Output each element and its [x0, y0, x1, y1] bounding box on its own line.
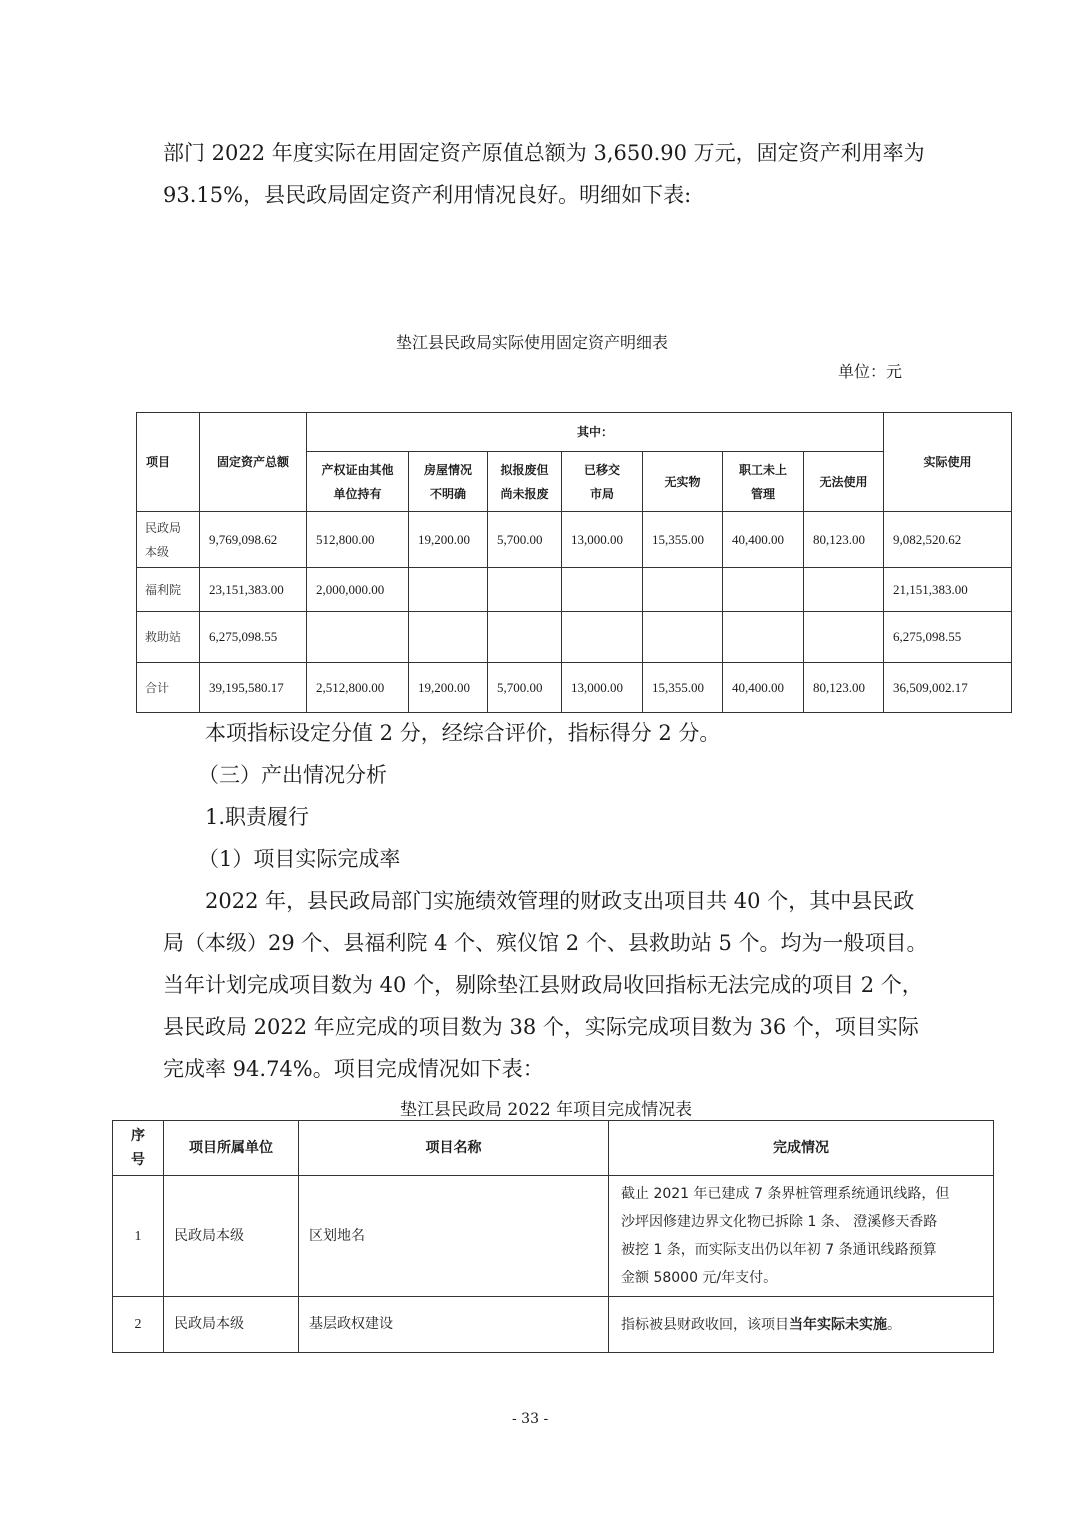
- cell-unit: 民政局本级: [164, 1176, 299, 1297]
- cell-sub-2: [409, 568, 488, 612]
- cell-status: [609, 1176, 994, 1297]
- header-seq-line-2: 号: [131, 1152, 145, 1168]
- cell-total: 23,151,383.00: [200, 568, 307, 612]
- row-name: 福利院: [137, 568, 200, 612]
- row-name-line-1: 民政局: [145, 520, 182, 535]
- paragraph-line-5: 完成率 94.74%。项目完成情况如下表：: [163, 1057, 544, 1081]
- cell-actual: 21,151,383.00: [884, 568, 1012, 612]
- status-emphasis: 当年实际未实施: [789, 1316, 887, 1333]
- intro-line-2: 93.15%，县民政局固定资产利用情况良好。明细如下表:: [163, 183, 692, 207]
- paragraph-line-2: 局（本级）29 个、县福利院 4 个、殡仪馆 2 个、县救助站 5 个。均为一般项目。: [163, 931, 928, 955]
- cell-seq: 1: [113, 1176, 164, 1297]
- cell-sub-4: [562, 612, 643, 663]
- header-group: 其中：: [307, 413, 884, 452]
- cell-sub-1: 2,000,000.00: [307, 568, 409, 612]
- cell-sub-6: 40,400.00: [723, 663, 804, 713]
- header-sub-7-line-1: 无法使用: [819, 474, 868, 489]
- cell-sub-7: [804, 568, 884, 612]
- cell-sub-1: 512,800.00: [307, 512, 409, 568]
- cell-sub-4: [562, 568, 643, 612]
- table-row: [113, 1297, 994, 1353]
- cell-sub-4: 13,000.00: [562, 663, 643, 713]
- header-sub-7: [804, 452, 884, 512]
- cell-sub-5: [643, 612, 723, 663]
- cell-actual: 9,082,520.62: [884, 512, 1012, 568]
- cell-sub-1: [307, 612, 409, 663]
- cell-total: 6,275,098.55: [200, 612, 307, 663]
- paragraph-line-4: 县民政局 2022 年应完成的项目数为 38 个，实际完成项目数为 36 个，项目实际: [163, 1015, 919, 1039]
- header-sub-2-line-2: 不明确: [429, 486, 466, 501]
- header-sub-1: [307, 452, 409, 512]
- cell-sub-3: [488, 568, 562, 612]
- status-line-3: 被挖 1 条，而实际支出仍以年初 7 条通讯线路预算: [621, 1242, 937, 1258]
- paragraph-line-1: 2022 年，县民政局部门实施绩效管理的财政支出项目共 40 个，其中县民政: [205, 889, 915, 913]
- cell-sub-2: 19,200.00: [409, 663, 488, 713]
- header-sub-3: [488, 452, 562, 512]
- sub-subsection-heading: （1）项目实际完成率: [198, 847, 401, 871]
- asset-table: [136, 412, 1012, 713]
- header-sub-4-line-2: 市局: [589, 486, 614, 501]
- header-sub-6-line-2: 管理: [750, 486, 775, 501]
- row-name: 合计: [137, 663, 200, 713]
- header-item: 项目: [137, 413, 200, 512]
- header-unit: 项目所属单位: [164, 1121, 299, 1176]
- project-table: [112, 1120, 994, 1353]
- header-sub-2-line-1: 房屋情况: [423, 462, 472, 477]
- cell-unit: 民政局本级: [164, 1297, 299, 1353]
- cell-sub-6: 40,400.00: [723, 512, 804, 568]
- cell-actual: 6,275,098.55: [884, 612, 1012, 663]
- cell-sub-6: [723, 568, 804, 612]
- cell-sub-7: 80,123.00: [804, 512, 884, 568]
- cell-status: [609, 1297, 994, 1353]
- intro-line-1: 部门 2022 年度实际在用固定资产原值总额为 3,650.90 万元，固定资产利用率为: [163, 141, 925, 165]
- cell-sub-5: 15,355.00: [643, 512, 723, 568]
- status-line-1: 截止 2021 年已建成 7 条界桩管理系统通讯线路，但: [621, 1186, 950, 1202]
- project-table-title: 垫江县民政局 2022 年项目完成情况表: [400, 1100, 693, 1120]
- table-row: [137, 512, 1012, 568]
- cell-name: 区划地名: [299, 1176, 609, 1297]
- page-number: - 33 -: [512, 1411, 549, 1427]
- cell-actual: 36,509,002.17: [884, 663, 1012, 713]
- header-sub-1-line-1: 产权证由其他: [321, 462, 394, 477]
- header-seq-line-1: 序: [131, 1128, 145, 1144]
- cell-sub-3: 5,700.00: [488, 512, 562, 568]
- cell-total: 39,195,580.17: [200, 663, 307, 713]
- cell-sub-2: 19,200.00: [409, 512, 488, 568]
- table-row: [137, 568, 1012, 612]
- asset-table-title: 垫江县民政局实际使用固定资产明细表: [396, 333, 669, 352]
- header-sub-4: [562, 452, 643, 512]
- cell-total: 9,769,098.62: [200, 512, 307, 568]
- header-sub-5-line-1: 无实物: [664, 474, 701, 489]
- cell-sub-5: [643, 568, 723, 612]
- cell-sub-1: 2,512,800.00: [307, 663, 409, 713]
- status-end: 。: [887, 1316, 901, 1333]
- score-text: 本项指标设定分值 2 分，经综合评价，指标得分 2 分。: [205, 721, 721, 745]
- row-name-line-2: 本级: [145, 544, 170, 559]
- header-name: 项目名称: [299, 1121, 609, 1176]
- subsection-heading: 1.职责履行: [205, 805, 310, 829]
- row-name: 救助站: [137, 612, 200, 663]
- table-row: [137, 612, 1012, 663]
- header-sub-3-line-2: 尚未报废: [500, 486, 549, 501]
- cell-sub-7: [804, 612, 884, 663]
- cell-name: 基层政权建设: [299, 1297, 609, 1353]
- header-sub-6: [723, 452, 804, 512]
- table-row: [113, 1176, 994, 1297]
- header-sub-3-line-1: 拟报废但: [500, 462, 549, 477]
- cell-sub-5: 15,355.00: [643, 663, 723, 713]
- header-sub-5: [643, 452, 723, 512]
- cell-sub-3: 5,700.00: [488, 663, 562, 713]
- row-name: [137, 512, 200, 568]
- header-sub-2: [409, 452, 488, 512]
- header-total: 固定资产总额: [200, 413, 307, 512]
- header-seq: [113, 1121, 164, 1176]
- status-line-4: 金额 58000 元/年支付。: [621, 1270, 778, 1286]
- asset-table-unit: 单位：元: [838, 362, 903, 381]
- paragraph-line-3: 当年计划完成项目数为 40 个，剔除垫江县财政局收回指标无法完成的项目 2 个，: [163, 973, 923, 997]
- status-line-2: 沙坪因修建边界文化物已拆除 1 条、 澄溪修天香路: [621, 1214, 938, 1230]
- cell-sub-3: [488, 612, 562, 663]
- cell-seq: 2: [113, 1297, 164, 1353]
- header-status: 完成情况: [609, 1121, 994, 1176]
- cell-sub-6: [723, 612, 804, 663]
- cell-sub-4: 13,000.00: [562, 512, 643, 568]
- table-row-total: [137, 663, 1012, 713]
- header-sub-6-line-1: 职工未上: [738, 462, 787, 477]
- header-actual: 实际使用: [884, 413, 1012, 512]
- status-text: 指标被县财政收回，该项目: [621, 1316, 789, 1333]
- header-sub-4-line-1: 已移交: [583, 462, 620, 477]
- cell-sub-7: 80,123.00: [804, 663, 884, 713]
- section-heading: （三）产出情况分析: [198, 763, 387, 787]
- header-sub-1-line-2: 单位持有: [333, 486, 382, 501]
- cell-sub-2: [409, 612, 488, 663]
